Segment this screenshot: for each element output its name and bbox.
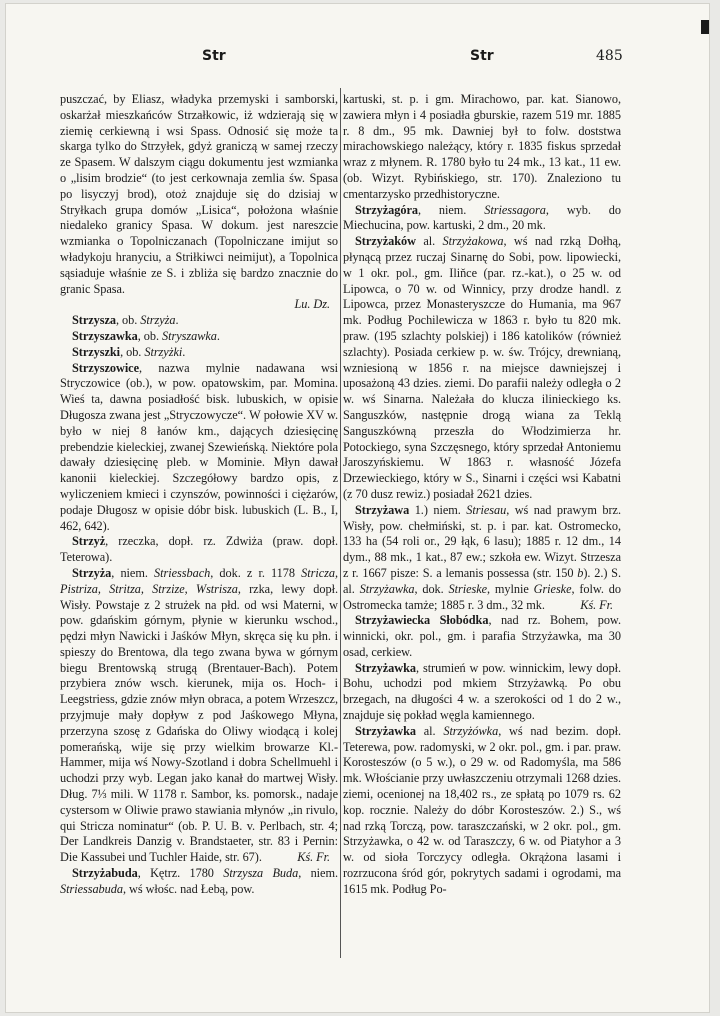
entry-headword: Strzyżawka: [355, 723, 416, 738]
continued-entry: [343, 92, 621, 203]
italic-term: Striessagora: [484, 202, 546, 217]
entry-text: , rzka, lewy dopł. Wisły. Powstaje z 2 strużek na płd. od wsi Materni, w pow. gdańskim górnym, płynie w kierunku wschod., pędzi młyn Nawicki i Jaśków Młyn, skręca się ku płn. i spieszy do Brentowa, dla tego zwana bywa w górnym biegu Brentowską strugą (Brentauer-Bach). Potem przybiera znów wsch. kierunek, mija os. Hoch- i Leegstriess, gdzie znów młyn obraca, a potem Wrzeszcz, przyjmuje mały dopływ z pod Jaśkowego Młyna, przerzyna szosę z Gdańska do Oliwy wiodącą i kolej pomerańską, wije się przy wielkim browarze Kl.-Hammer, mija wś Nowy-Szotland i dobra Schellmuehl i uchodzi przy wyb. Legan jako kanał do martwej Wisły. Dług. 7⅓ mili. W 1178 r. Sambor, ks. pomorsk., nadaje cystersom w Oliwie prawo stawiania młynów „in rivulo, qui Stricza nominatur“ (ob. P. U. B. v. Perlbach, str. 4; Der Landkreis Danzig v. Brandstaeter, str. 83 i Pernin: Die Kassubei und Tuchler Haide, str. 67).: [60, 581, 338, 865]
entry-headword: Strzyszki: [72, 344, 121, 359]
entry-text: , wś nad rzką Dołhą, płynącą przez ruczaj Sinarnę do Sobi, pow. lipowiecki, w 1 okr. pol., gm. Iliňce (par. rz.-kat.), o 25 w. od Lipowca, o 70 w. od Winnicy, przy drodze handl. z Lipowca, przez Monasteryszcze do Humania, ma 967 mk. Podług Pochilewicza w 1863 r. było tu 820 mk. praw. (195 szlachty polskiej) i 186 katolików (również szlachty). Posiada cerkiew p. w. św. Trójcy, drewnianą, wzniesioną w 1856 r. na miejsce dawniejszej i uposażoną 43 dzies. ziemi. Do parafii należy odległa o 2 w. wś Sinarna. Należała do klucza ilinieckiego ks. Sanguszków, następnie drogą wiana za Teklą Sanguszkówną przeszła do Włodzimierza hr. Potockiego, syna Szczęsnego, który sprzedał Antoniemu Jaroszyńskiemu. W 1863 r. własność Józefa Drzewieckiego, który w S., Sinarni i części wsi Kabatni (z 70 dusz rewiz.) posiadał 2621 dzies.: [343, 234, 621, 501]
italic-term: b: [577, 565, 584, 580]
italic-term: Strzysza Buda: [223, 866, 299, 881]
entry-text: .: [216, 328, 220, 343]
entry-text: al.: [415, 234, 443, 249]
entry-text: , wyb. do Miechucina, pow. kartuski, 2 dm., 20 mk.: [343, 202, 621, 233]
entry-text: , folw. do Ostromecka tamże; 1885 r. 3 dm., 32 mk.: [343, 581, 621, 612]
entry-text: , niem.: [111, 565, 155, 580]
italic-term: Strzyżakowa: [442, 234, 504, 249]
entry-text: , wś nad prawym brz. Wisły, pow. chełmiński, st. p. i par. kat. Ostromecko, 133 ha (54 roli or., 29 łąk, 6 lasu); 1885 r. 12 dm., 14 dym., 88 mk., 1 kat., 87 ew.; szkoła ew. Wizyt. Strzesza z r. 1667 pisze: S. a lemanis possessa (str. 150: [343, 502, 621, 580]
italic-term: Strzyżawka: [359, 581, 415, 596]
italic-term: Striesau: [466, 502, 507, 517]
page-number: 485: [596, 48, 623, 64]
entry-headword: Strzyża: [72, 565, 112, 580]
entry-text: , nad rz. Bohem, pow. winnicki, okr. pol., gm. i parafia Strzyżawka, ma 30 osad, cerkiew.: [343, 613, 621, 659]
author-signature: Kś. Fr.: [297, 850, 330, 865]
italic-term: Striessbach: [154, 565, 211, 580]
entry-headword: Strzyżagóra: [355, 202, 418, 217]
dictionary-entry: [60, 566, 338, 866]
dictionary-entry: [343, 234, 621, 503]
entry-headword: Strzyżawiecka Słobódka: [355, 613, 489, 628]
italic-term: Stricza, Pistriza, Stritza, Strzize, Wstrisza: [60, 565, 338, 596]
dictionary-entry: [343, 724, 621, 898]
entry-text: , niem.: [298, 866, 338, 881]
entry-text: , ob.: [137, 328, 163, 343]
entry-text: .: [175, 313, 179, 328]
entry-text: , mylnie: [487, 581, 534, 596]
dictionary-entry: [60, 329, 338, 345]
entry-text: , dok. z r. 1178: [210, 565, 302, 580]
italic-term: Strieske: [448, 581, 488, 596]
italic-term: Strzyżki: [144, 344, 183, 359]
entry-text: puszczać, by Eliasz, władyka przemyski i samborski, oskarżał mieszkańców Strzałkowic, iż wdzierają się w ziemię cerkiewną i wsi Spass. Odnosić się może ta skarga tylko do Strzyłek, gdyż graniczą w samej rzeczy ze Spasem. W dalszym ciągu dokumentu jest wzmianka o „lisim brodzie“ (to jest cerkownaja zemlia św. Spasa po lisyczyj brod), otoż znajduje się do dzisiaj w Stryłkach grupa domów „Lisica“, położona właśnie niedaleko granicy Spasa. W dokum. jest nareszcie wzmianka o Topolniczanach (Topolniczane imijut so władykoju hranyciu, a Striłkiwci neimijut), a Topolnica sąsiaduje właśnie ze S. i zbliża się bardzo znacznie do granic Spasa.: [60, 92, 338, 296]
entry-text: , niem.: [417, 202, 485, 217]
italic-term: Strzyża: [140, 313, 176, 328]
dictionary-entry: [343, 203, 621, 235]
dictionary-entry: [343, 503, 621, 614]
italic-term: Stryszawka: [162, 328, 217, 343]
dictionary-entry: [60, 313, 338, 329]
entry-headword: Strzyszawka: [72, 328, 138, 343]
dictionary-entry: [60, 345, 338, 361]
entry-headword: Strzyżawa: [355, 502, 410, 517]
dictionary-entry: [60, 534, 338, 566]
entry-headword: Strzyszowice: [72, 360, 140, 375]
entry-text: 1.) niem.: [409, 502, 467, 517]
running-header: [6, 48, 709, 70]
italic-term: Grieske: [533, 581, 572, 596]
page-edge-mark: [701, 20, 709, 34]
header-left-keyword: Str: [202, 48, 226, 64]
entry-text: , rzeczka, dopł. rz. Zdwiża (praw. dopł. Teterowa).: [60, 534, 338, 565]
entry-headword: Strzyż: [72, 534, 106, 549]
entry-text: , ob.: [116, 313, 141, 328]
entry-text: , ob.: [120, 344, 145, 359]
entry-text: , strumień w pow. winnickim, lewy dopł. Bohu, uchodzi pod mkiem Strzyżawką. Po obu brzegach, na długości 4 w. a szerokości od 1 do 2 w., znajduje się pokład węgla kamiennego.: [343, 660, 621, 723]
entry-text: , wś nad bezim. dopł. Teterewa, pow. radomyski, w 2 okr. pol., gm. i par. praw. Korosteszów (o 5 w.), o 29 w. od Radomyśla, ma 586 mk. Włościanie przy uwłaszczeniu otrzymali 1268 dzies. ziemi, ocenionej na 18,402 rs., ze spłatą po 1079 rs. 62 kop. rocznie. Należy do dóbr Korosteszów. 2.) S., wś nad rzką Torczą, pow. taraszczański, w 2 okr. pol., gm. Strzyżawka, o 42 w. od Taraszczy, 6 w. od Piatyhor a 3 w. od sioła Torczycy odległa. Okrążona lasami i rozrzucona śród gór, pokrytych sadami i ogrodami, ma 1615 mk. Podług Po-: [343, 723, 621, 896]
left-column: [60, 92, 338, 898]
header-right-keyword: Str: [470, 48, 494, 64]
entry-headword: Strzyżawka: [355, 660, 416, 675]
italic-term: Striessabuda: [60, 881, 123, 896]
author-signature: Lu. Dz.: [294, 297, 330, 312]
entry-text: , dok.: [414, 581, 449, 596]
italic-term: Strzyżówka: [443, 723, 499, 738]
entry-headword: Strzyżaków: [355, 234, 416, 249]
dictionary-entry: [60, 866, 338, 898]
dictionary-entry: [343, 661, 621, 724]
entry-text: kartuski, st. p. i gm. Mirachowo, par. kat. Sianowo, zawiera młyn i 4 posiadła gburskie, razem 519 mr. 1885 r. 8 dm., 95 mk. Dawniej był to folw. doststwa mirachowskiego należący, który r. 1835 fiskus sprzedał wraz z młynem. R. 1780 było tu 24 mk., 13 kat., 11 ew. (ob. Wizyt. Rybińskiego, str. 170). Znaleziono tu cmentarzysko przedhistoryczne.: [343, 92, 621, 201]
dictionary-entry: [343, 613, 621, 660]
column-divider: [340, 88, 341, 958]
entry-headword: Strzysza: [72, 313, 116, 328]
entry-text: ). 2.) S. al.: [343, 565, 621, 596]
dictionary-entry: [60, 361, 338, 535]
dictionary-page: [6, 4, 709, 1012]
entry-text: , Kętrz. 1780: [137, 866, 224, 881]
right-column: [343, 92, 621, 898]
entry-text: .: [182, 344, 186, 359]
continued-entry: [60, 92, 338, 313]
entry-text: al.: [415, 723, 444, 738]
entry-text: , nazwa mylnie nadawana wsi Stryczowice (ob.), w pow. opatowskim, par. Momina. Wieś ta, dawna posiadłość bisk. lubuskich, w opisie Długosza zwana jest „Stryczowycze“. W połowie XV w. było w niej 8 łanów km., dających dziesięcinę prebendzie kieleckiej, zwanej Szewieńską. Niektóre pola dawały dziesięcinę pleb. w Mominie. Młyn dawał kanonii kieleckiej. Szczegółowy bardzo opis, z wyliczeniem kmieci i czynszów, powinności i ciężarów, podaje Długosz w opisie dóbr bisk. lubuskich (L. B., I, 462, 642).: [60, 360, 338, 533]
entry-text: , wś włośc. nad Łebą, pow.: [122, 881, 255, 896]
author-signature: Kś. Fr.: [580, 597, 613, 612]
entry-headword: Strzyżabuda: [72, 866, 138, 881]
